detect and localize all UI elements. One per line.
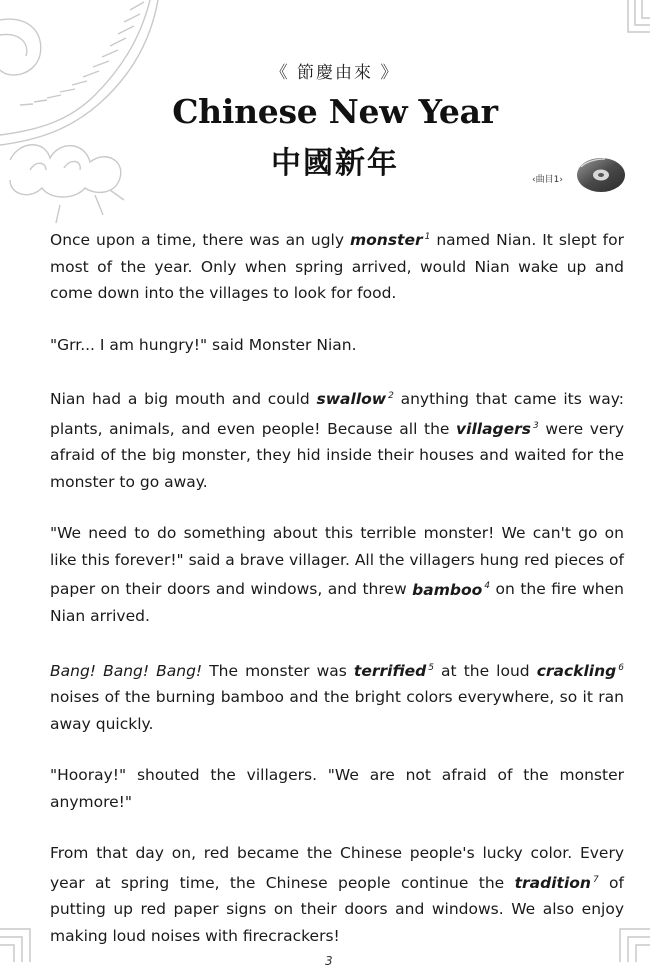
vocab-word: crackling $^6$ [536,661,624,680]
paragraph: "Hooray!" shouted the villagers. "We are not afraid of the monster anymore!" [50,766,624,811]
paragraph: Once upon a time, there was an ugly monster $^1$ named Nian. It slept for most of the year. Only when spring arrived, would Nian wake up and come down into the villages to look for food. [50,231,624,303]
vocab-word: bamboo $^4$ [412,580,490,599]
vocab-word: villagers $^3$ [456,419,539,438]
vocab-word: swallow $^2$ [316,390,394,409]
decorative-corner-ornament [0,917,40,962]
title-english: Chinese New Year [172,92,498,131]
vocab-word: monster $^1$ [350,231,431,250]
paragraph: Bang! Bang! Bang! The monster was terrified $^5$ at the loud crackling $^6$ noises of the burning bamboo and the bright colors everywhere, so it ran away quickly. [50,661,624,733]
vocab-word: tradition $^7$ [514,873,599,892]
sound-effect: Bang! Bang! Bang! [50,661,203,680]
paragraph: From that day on, red became the Chinese people's lucky color. Every year at spring time, the Chinese people continue the tradition $^7$ of putting up red paper signs on their doors and windows. We also enjoy making loud noises with firecrackers! [50,844,625,945]
paragraph: "We need to do something about this terrible monster! We can't go on like this forever!" said a brave villager. All the villagers hung red pieces of paper on their doors and windows, and threw bamboo $^4$ on the fire when Nian arrived. [50,524,624,626]
page-header [0,0,650,215]
section-label: 《 節慶由來 》 [270,63,400,83]
cd-disc-icon[interactable] [575,155,627,195]
page-number: 3 [325,954,333,968]
story-body [50,224,624,974]
audio-track-label: ‹曲目1› [532,175,563,185]
paragraph: "Grr... I am hungry!" said Monster Nian. [50,335,357,354]
paragraph: Nian had a big mouth and could swallow $^2$ anything that came its way: plants, animals, and even people! Because all the villagers $^3$ were very afraid of the big monster, they hid inside their houses and waited for the monster to go away. [50,390,625,491]
vocab-word: terrified $^5$ [353,661,434,680]
title-chinese: 中國新年 [271,146,399,181]
